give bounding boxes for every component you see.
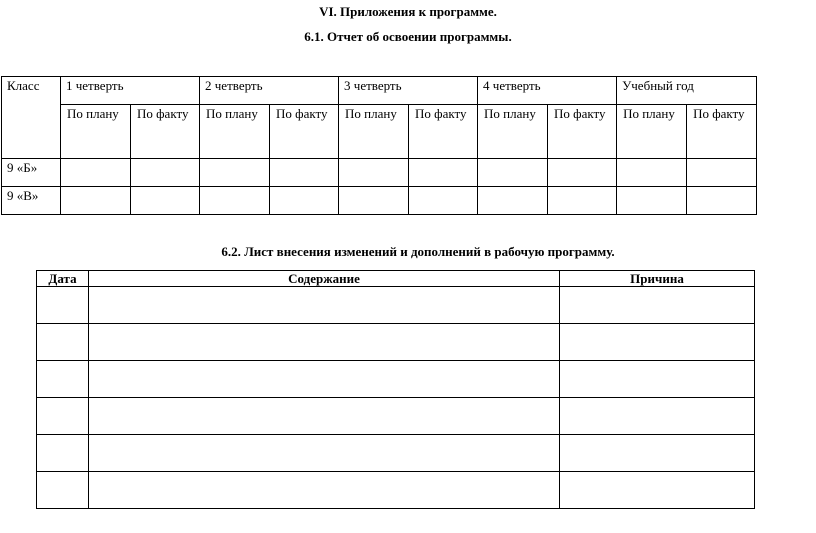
content-cell	[89, 361, 560, 398]
table-cell	[131, 159, 200, 187]
table-cell	[478, 187, 548, 215]
plan-header: По плану	[61, 105, 131, 159]
date-cell	[37, 361, 89, 398]
date-cell	[37, 287, 89, 324]
table-row	[37, 361, 755, 398]
table-cell	[61, 159, 131, 187]
table-cell	[478, 159, 548, 187]
content-column-header: Содержание	[89, 271, 560, 287]
period-header: 3 четверть	[339, 77, 478, 105]
date-cell	[37, 398, 89, 435]
table-cell	[200, 187, 270, 215]
table-row	[2, 187, 757, 215]
fact-header: По факту	[131, 105, 200, 159]
table-row	[2, 159, 757, 187]
table-cell	[339, 187, 409, 215]
date-cell	[37, 472, 89, 509]
table-cell	[548, 159, 617, 187]
plan-header: По плану	[339, 105, 409, 159]
fact-header: По факту	[270, 105, 339, 159]
table-cell	[617, 159, 687, 187]
table-row	[37, 324, 755, 361]
date-column-header: Дата	[37, 271, 89, 287]
table-cell	[270, 159, 339, 187]
class-header: Класс	[2, 77, 61, 159]
reason-column-header: Причина	[560, 271, 755, 287]
section-2-title: 6.2. Лист внесения изменений и дополнений в рабочую программу.	[221, 244, 615, 259]
period-header: Учебный год	[617, 77, 757, 105]
table-cell	[687, 187, 757, 215]
table-row	[37, 398, 755, 435]
content-cell	[89, 287, 560, 324]
reason-cell	[560, 361, 755, 398]
content-cell	[89, 324, 560, 361]
content-cell	[89, 435, 560, 472]
class-name: 9 «Б»	[2, 159, 61, 187]
date-cell	[37, 435, 89, 472]
table-row	[37, 287, 755, 324]
plan-header: По плану	[617, 105, 687, 159]
plan-header: По плану	[200, 105, 270, 159]
table-cell	[61, 187, 131, 215]
table-cell	[617, 187, 687, 215]
reason-cell	[560, 472, 755, 509]
table-row	[37, 435, 755, 472]
plan-header: По плану	[478, 105, 548, 159]
date-cell	[37, 324, 89, 361]
fact-header: По факту	[548, 105, 617, 159]
class-name: 9 «В»	[2, 187, 61, 215]
content-cell	[89, 398, 560, 435]
table-cell	[131, 187, 200, 215]
table-cell	[409, 187, 478, 215]
content-cell	[89, 472, 560, 509]
table-cell	[687, 159, 757, 187]
period-header: 2 четверть	[200, 77, 339, 105]
changes-table	[36, 270, 755, 509]
table-cell	[548, 187, 617, 215]
fact-header: По факту	[687, 105, 757, 159]
table-cell	[270, 187, 339, 215]
table-cell	[200, 159, 270, 187]
fact-header: По факту	[409, 105, 478, 159]
section-1-title: 6.1. Отчет об освоении программы.	[304, 29, 512, 44]
table-row	[37, 472, 755, 509]
reason-cell	[560, 324, 755, 361]
period-header: 4 четверть	[478, 77, 617, 105]
table-cell	[339, 159, 409, 187]
reason-cell	[560, 398, 755, 435]
reason-cell	[560, 435, 755, 472]
reason-cell	[560, 287, 755, 324]
table-cell	[409, 159, 478, 187]
period-header: 1 четверть	[61, 77, 200, 105]
progress-report-table	[1, 76, 757, 215]
appendix-heading: VI. Приложения к программе.	[319, 4, 497, 19]
